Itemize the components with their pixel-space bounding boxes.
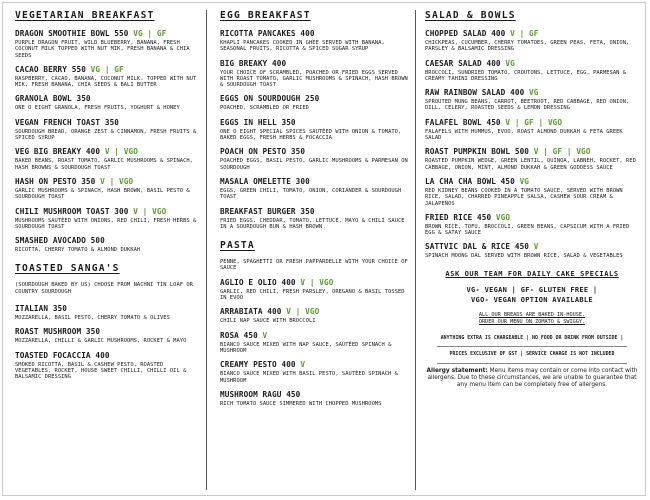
menu-item-name [15, 94, 201, 104]
menu-item-description: KHAPLI PANCAKES COOKED IN GHEE SERVED WITH BANANA, SEASONAL FRUITS, RICOTTA & SPICED SUGAR SYRUP [220, 40, 385, 53]
menu-item [15, 304, 201, 321]
menu-item-name [220, 278, 410, 288]
menu-item-name [425, 59, 639, 69]
menu-item-name [15, 147, 201, 157]
menu-item-description: SPROUTED MUNG BEANS, CARROT, BEETROOT, RED CABBAGE, RED ONION, DILL, CELERY, ROASTED SEEDS & LEMON DRESSING [425, 99, 630, 112]
menu-item-name [220, 307, 410, 317]
menu-item [15, 118, 201, 142]
menu-item-name [15, 65, 201, 75]
sanga-list [15, 304, 201, 380]
menu-item-title: FRIED RICE 450 [425, 212, 492, 222]
menu-item-description: BROCCOLI, SUNDRIED TOMATO, CROUTONS, LETTUCE, EGG, PARMESAN & CREAMY TAHINI DRESSING [425, 69, 627, 82]
menu-column-2 [220, 10, 410, 492]
menu-item-name [220, 207, 410, 217]
menu-item-title: SATTVIC DAL & RICE 450 [425, 242, 530, 252]
footer-divider [437, 363, 627, 364]
cake-specials-note: ASK OUR TEAM FOR DAILY CAKE SPECIALS [445, 269, 619, 278]
allergy-label: Allergy statement: [426, 367, 488, 374]
menu-item [425, 88, 639, 112]
menu-item-description: GARLIC, RED CHILI, FRESH PARSLEY, OREGANO & BASIL TOSSED IN EVOO [220, 288, 405, 302]
dietary-tag: V | GF [505, 29, 539, 38]
menu-item [15, 94, 201, 111]
section-title-pasta: PASTA [220, 240, 255, 252]
menu-item-name [425, 29, 639, 39]
menu-item-title: MASALA OMELETTE 300 [220, 176, 310, 186]
menu-item-description: YOUR CHOICE OF SCRAMBLED, POACHED OR FRIED EGGS SERVED WITH ROAST TOMATO, GARLIC MUSHROOMS & SPINACH, HASH BROWN & SOURDOUGH TOAST [220, 69, 408, 89]
menu-item [220, 278, 410, 302]
allergy-statement [425, 368, 639, 390]
menu-item-name [15, 118, 201, 128]
dietary-tag: V | VGO [128, 206, 167, 216]
menu-item [15, 351, 201, 381]
menu-item-title: MUSHROOM RAGU 450 [220, 389, 301, 399]
menu-item [220, 360, 410, 384]
menu-item [220, 59, 410, 89]
menu-item [425, 147, 639, 171]
menu-item [220, 177, 410, 201]
menu-column-3 [425, 10, 639, 492]
egg-list [220, 29, 410, 230]
menu-item-title: CREAMY PESTO 400 [220, 360, 296, 370]
menu-item-title: BIG BREAKY 400 [220, 58, 287, 68]
section-intro: PENNE, SPAGHETTI OR FRESH PAPPARDELLE WITH YOUR CHOICE OF SAUCE [220, 259, 408, 272]
charges-note: ANYTHING EXTRA IS CHARGEABLE | NO FOOD OR DRINK FROM OUTSIDE | [440, 334, 624, 341]
column-divider [415, 10, 416, 490]
menu-item-description: BAKED BEANS, ROAST TOMATO, GARLIC MUSHROOMS & SPINACH, HASH BROWNS & SOURDOUGH TOAST [15, 158, 193, 171]
menu-item-description: BIANCO SAUCE MIXED WITH BASIL PESTO, SAUTÉED SPINACH & MUSHROOM [220, 371, 398, 384]
dietary-tag: V | GF | VGO [529, 147, 591, 157]
menu-item-title: ROAST MUSHROOM 350 [15, 327, 101, 337]
menu-item [220, 94, 410, 111]
menu-item-description: ONE O EIGHT GRANOLA, FRESH FRUITS, YOGHURT & HONEY [15, 105, 180, 112]
dietary-tag: V | VGO [100, 147, 138, 157]
menu-item-title: CACAO BERRY 550 [15, 64, 86, 74]
menu-item [220, 207, 410, 231]
menu-item [220, 331, 410, 355]
dietary-tag: V | VGO [281, 307, 320, 317]
allergy-text: Menu items may contain or come into contact with allergens. Due to these circumstances, we are unable to guarantee that any menu item can be completely free of allergens. [427, 367, 638, 389]
menu-item-name [15, 236, 201, 246]
menu-item [15, 177, 201, 201]
menu-item [425, 29, 639, 53]
menu-item-name [15, 351, 201, 361]
menu-item [220, 118, 410, 142]
dietary-tag: V | VGO [95, 176, 134, 186]
column-divider [206, 10, 207, 490]
menu-item-title: EGGS IN HELL 350 [220, 117, 296, 127]
menu-item [15, 327, 201, 344]
menu-item-title: SMASHED AVOCADO 500 [15, 236, 105, 246]
dietary-tag: VG | GF [128, 29, 167, 38]
dietary-tag: V [257, 330, 268, 340]
menu-item-title: ROSA 450 [220, 330, 258, 340]
menu-item-name [220, 94, 410, 104]
menu-item-name [425, 177, 639, 187]
dietary-tag: VG | GF [85, 64, 124, 74]
menu-item-name [425, 147, 639, 157]
dietary-tag: V | GF | VGO [500, 117, 563, 127]
menu-item-description: PURPLE DRAGON FRUIT, WILD BLUEBERRY, BANANA, FRESH COCONUT MILK TOPPED WITH NUT MIK, FRESH BANANA & CHIA SEEDS [15, 40, 190, 59]
footer-divider [437, 346, 627, 347]
menu-item-title: CHILI MUSHROOM TOAST 300 [15, 206, 129, 216]
menu-item-description: MUSHROOMS SAUTÉED WITH ONIONS, RED CHILI, FRESH HERBS & SOURDOUGH TOAST [15, 217, 197, 230]
menu-item-title: EGGS ON SOURDOUGH 250 [220, 94, 320, 104]
menu-item-title: DRAGON SMOOTHIE BOWL 550 [15, 29, 129, 38]
pasta-list [220, 278, 410, 407]
section-title-salad-bowls: SALAD & BOWLS [425, 10, 516, 21]
section-intro: (SOURDOUGH BAKED BY US) CHOOSE FROM NACHNI TIN LOAF OR COUNTRY SOURDOUGH [15, 282, 193, 295]
menu-item [15, 65, 201, 89]
menu-item-title: ITALIAN 350 [15, 304, 68, 314]
menu-item-description: BIANCO SAUCE MIXED WITH NAP SAUCE, SAUTÉED SPINACH & MUSHROOM [220, 341, 392, 354]
menu-item-title: POACH ON PESTO 350 [220, 147, 306, 157]
section-title-vegetarian-breakfast: VEGETARIAN BREAKFAST [15, 10, 155, 21]
menu-item-title: VEGAN FRENCH TOAST 350 [15, 117, 120, 127]
dietary-tag: VG [514, 176, 530, 186]
menu-item-name [425, 88, 639, 98]
menu-item-title: AGLIO E OLIO 400 [220, 277, 296, 287]
menu-item-name [425, 118, 639, 128]
menu-item-title: FALAFEL BOWL 450 [425, 117, 501, 127]
menu-item-description: FRIED EGGS, CHEDDAR, TOMATO, LETTUCE, MAYO & CHILI SAUCE IN A SOURDOUGH BUN & HASH BROWN [220, 217, 405, 230]
menu-item-description: ROASTED PUMPKIN WEDGE, GREEN LENTIL, QUINOA, LABNEH, ROCKET, RED CABBAGE, ONION, MINT, ALMOND DUKKAH & GREEN GODDESS SAUCE [425, 158, 636, 171]
menu-item-name [425, 242, 639, 252]
menu-item-description: SPINACH MOONG DAL SERVED WITH BROWN RICE, SALAD & VEGETABLES [425, 253, 623, 260]
menu-item-description: CHICKPEAS, CUCUMBER, CHERRY TOMATOES, GREEN PEAS, FETA, ONION, PARSLEY & BALSAMIC DRESSING [425, 40, 630, 53]
dietary-tag: V [529, 242, 539, 252]
menu-item [425, 213, 639, 237]
dietary-tag: VG [524, 88, 539, 98]
menu-item-title: BREAKFAST BURGER 350 [220, 206, 315, 216]
menu-item-title: GRANOLA BOWL 350 [15, 94, 91, 104]
menu-item-description: SOURDOUGH BREAD, ORANGE ZEST & CINNAMON, FRESH FRUITS & SPICED SYRUP [15, 128, 197, 142]
menu-item-description: GARLIC MUSHROOMS & SPINACH, HASH BROWN, BASIL PESTO & SOURDOUGH TOAST [15, 187, 190, 201]
menu-item-description: CHILI NAP SAUCE WITH BROCCOLI [220, 318, 316, 325]
menu-item-name [425, 213, 639, 223]
vegetarian-list [15, 29, 201, 253]
menu-item [15, 207, 201, 231]
menu-item [425, 59, 639, 83]
section-title-toasted-sangas: TOASTED SANGA'S [15, 263, 120, 275]
menu-item [15, 29, 201, 59]
menu-item [15, 236, 201, 253]
order-line: ORDER OUR MENU ON ZOMATO & SWIGGY. [478, 319, 586, 326]
menu-item-title: CAESAR SALAD 400 [425, 58, 501, 68]
menu-item-title: CHOPPED SALAD 400 [425, 29, 506, 38]
menu-item-title: HASH ON PESTO 350 [15, 176, 96, 186]
dietary-tag: V [295, 360, 306, 370]
menu-item-description: ONE O EIGHT SPECIAL SPICES SAUTÉED WITH ONION & TOMATO, BAKED EGGS, FRESH HERBS & FOCACCIA [220, 128, 402, 142]
menu-item-name [220, 177, 410, 187]
dietary-legend [425, 285, 639, 305]
menu-item [220, 29, 410, 53]
menu-item [425, 118, 639, 142]
menu-item-name [220, 147, 410, 157]
menu-item-description: RICH TOMATO SAUCE SIMMERED WITH CHOPPED MUSHROOMS [220, 400, 382, 407]
menu-footer [425, 270, 639, 390]
menu-item-description: RED KIDNEY BEANS COOKED IN A TOMATO SAUCE, SERVED WITH BROWN RICE, SALAD, CHARRED PINEAPPLE SALSA, CASHEW SOUR CREAM & JALAPEÑOS [425, 187, 623, 207]
menu-item-description: MOZZARELLA, CHILLI & GARLIC MUSHROOMS, ROCKET & MAYO [15, 338, 187, 345]
section-title-egg-breakfast: EGG BREAKFAST [220, 10, 311, 21]
menu-item-description: FALAFELS WITH HUMMUS, EVOO, ROAST ALMOND DUKKAH & FETA GREEK SALAD [425, 128, 623, 142]
menu-item-description: EGGS, GREEN CHILI, TOMATO, ONION, CORIANDER & SOURDOUGH TOAST [220, 187, 402, 201]
menu-item-name [220, 118, 410, 128]
menu-item-description: BROWN RICE, TOFU, BROCCOLI, GREEN BEANS, CAPSICUM WITH A FRIED EGG & SATAY SAUCE [425, 223, 630, 237]
menu-item-title: ARRABIATA 400 [220, 307, 282, 317]
bread-note [425, 312, 639, 327]
dietary-tag: VG [500, 58, 515, 68]
menu-column-1 [15, 10, 201, 492]
dietary-tag: VGO [491, 212, 511, 222]
menu-item-title: LA CHA CHA BOWL 450 [425, 176, 515, 186]
dietary-tag: V | VGO [295, 277, 334, 287]
menu-item-name [15, 177, 201, 187]
menu-item-name [15, 304, 201, 314]
menu-item-name [15, 29, 201, 39]
gst-note: PRICES EXCLUSIVE OF GST | SERVICE CHARGE IS NOT INCLUDED [449, 351, 615, 358]
legend-line: VG- VEGAN | GF- GLUTEN FREE | [466, 285, 598, 294]
menu-item-description: MOZZARELLA, BASIL PESTO, CHERRY TOMATO & OLIVES [15, 315, 170, 322]
menu-item-title: TOASTED FOCACCIA 400 [15, 350, 110, 360]
legend-line: VGO- VEGAN OPTION AVAILABLE [471, 295, 593, 304]
bread-line: ALL OUR BREADS ARE BAKED IN-HOUSE. [478, 311, 586, 318]
menu-item [425, 177, 639, 207]
menu-item-description: POACHED EGGS, BASIL PESTO, GARLIC MUSHROOMS & PARMESAN ON SOURDOUGH [220, 158, 408, 171]
menu-item-description: POACHED, SCRAMBLED OR FRIED [220, 105, 309, 112]
menu-item-description: RASPBERRY, CACAO, BANANA, COCONUT MILK. TOPPED WITH NUT MIK, FRESH BANANA, CHIA SEEDS & BALI BUTTER [15, 75, 197, 89]
menu-item-title: RAW RAINBOW SALAD 400 [425, 88, 525, 98]
menu-item-name [220, 331, 410, 341]
menu-item-description: RICOTTA, CHERRY TOMATO & ALMOND DUKKAH [15, 247, 141, 254]
menu-item-title: ROAST PUMPKIN BOWL 500 [425, 147, 530, 157]
menu-item [220, 307, 410, 324]
menu-item-title: RICOTTA PANCAKES 400 [220, 29, 315, 38]
menu-item [15, 147, 201, 171]
menu-item [425, 242, 639, 259]
menu-item-name [220, 29, 410, 39]
menu-item-name [220, 360, 410, 370]
menu-item-name [220, 59, 410, 69]
salad-list [425, 29, 639, 260]
menu-item-name [15, 327, 201, 337]
menu-item-name [220, 390, 410, 400]
menu-item [220, 390, 410, 407]
menu-item [220, 147, 410, 171]
menu-item-description: SMOKED RICOTTA, BASIL & CASHEW PESTO, ROASTED VEGETABLES, ROCKET, HOUSE SWEET CHILLI, CHILLI OIL & BALSAMIC DRESSING [15, 361, 187, 381]
menu-item-name [15, 207, 201, 217]
menu-item-title: VEG BIG BREAKY 400 [15, 147, 101, 157]
